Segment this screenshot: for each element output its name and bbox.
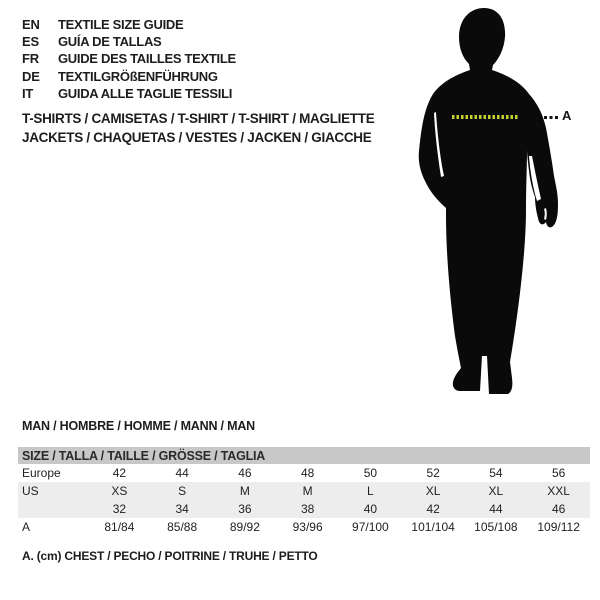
language-label: GUÍA DE TALLAS [58,34,162,50]
table-row-chest [18,518,590,536]
table-cell: 89/92 [229,520,260,534]
table-cell: S [178,484,187,498]
man-silhouette-figure [400,6,570,396]
table-cell: 48 [300,466,315,480]
table-cell: XL [488,484,504,498]
table-cell: 109/112 [537,520,580,534]
table-cell: XS [111,484,128,498]
table-cell: XXL [547,484,570,498]
table-cell: 44 [175,466,189,480]
man-silhouette-svg [400,6,570,396]
language-list [22,16,236,102]
category-line-jackets: JACKETS / CHAQUETAS / VESTES / JACKEN / GIACCHE [22,130,372,145]
table-cell: 34 [175,502,189,516]
table-row-europe [18,464,590,482]
language-label: GUIDA ALLE TAGLIE TESSILI [58,85,233,101]
garment-categories [22,109,374,147]
category-line-tshirts: T-SHIRTS / CAMISETAS / T-SHIRT / T-SHIRT / MAGLIETTE [22,111,375,126]
table-cell: 97/100 [352,520,389,534]
language-row [22,50,236,67]
table-cell: 32 [112,502,127,516]
measure-label-a: A [562,108,572,123]
table-cell: 42 [426,502,440,516]
language-code: ES [22,34,39,50]
table-cell: 81/84 [104,520,135,534]
language-label: TEXTILE SIZE GUIDE [58,17,184,33]
table-cell: L [367,484,374,498]
language-row [22,68,236,85]
table-row-numeric [18,500,590,518]
section-title-man: MAN / HOMBRE / HOMME / MANN / MAN [22,419,255,433]
table-cell: 36 [238,502,252,516]
table-cell: 40 [363,502,378,516]
language-row [22,33,236,50]
measure-pointer-dashes [544,116,561,119]
table-cell: 54 [489,466,503,480]
row-label: A [22,520,31,534]
language-label: GUIDE DES TAILLES TEXTILE [58,51,236,67]
language-code: EN [22,17,40,33]
row-label: US [22,484,39,498]
table-cell: XL [425,484,441,498]
table-cell: 46 [238,466,252,480]
language-label: TEXTILGRÖßENFÜHRUNG [58,68,218,84]
language-row [22,16,236,33]
size-table-header: SIZE / TALLA / TAILLE / GRÖSSE / TAGLIA [18,447,590,464]
table-cell: 93/96 [292,520,323,534]
table-cell: 105/108 [474,520,518,534]
language-code: FR [22,51,39,67]
table-cell: M [302,484,313,498]
table-cell: 52 [426,466,440,480]
size-table [18,447,590,536]
language-code: IT [22,85,34,101]
table-cell: 50 [363,466,378,480]
table-cell: 85/88 [167,520,198,534]
measurement-footnote: A. (cm) CHEST / PECHO / POITRINE / TRUHE / PETTO [22,549,318,563]
table-row-us [18,482,590,500]
chest-measure-dashed-line [452,115,518,119]
language-code: DE [22,68,40,84]
table-cell: 101/104 [411,520,455,534]
table-cell: M [239,484,250,498]
table-cell: 46 [551,502,566,516]
row-label: Europe [22,466,61,480]
table-cell: 42 [112,466,127,480]
table-cell: 56 [551,466,566,480]
table-cell: 38 [300,502,315,516]
language-row [22,85,236,102]
table-cell: 44 [489,502,503,516]
